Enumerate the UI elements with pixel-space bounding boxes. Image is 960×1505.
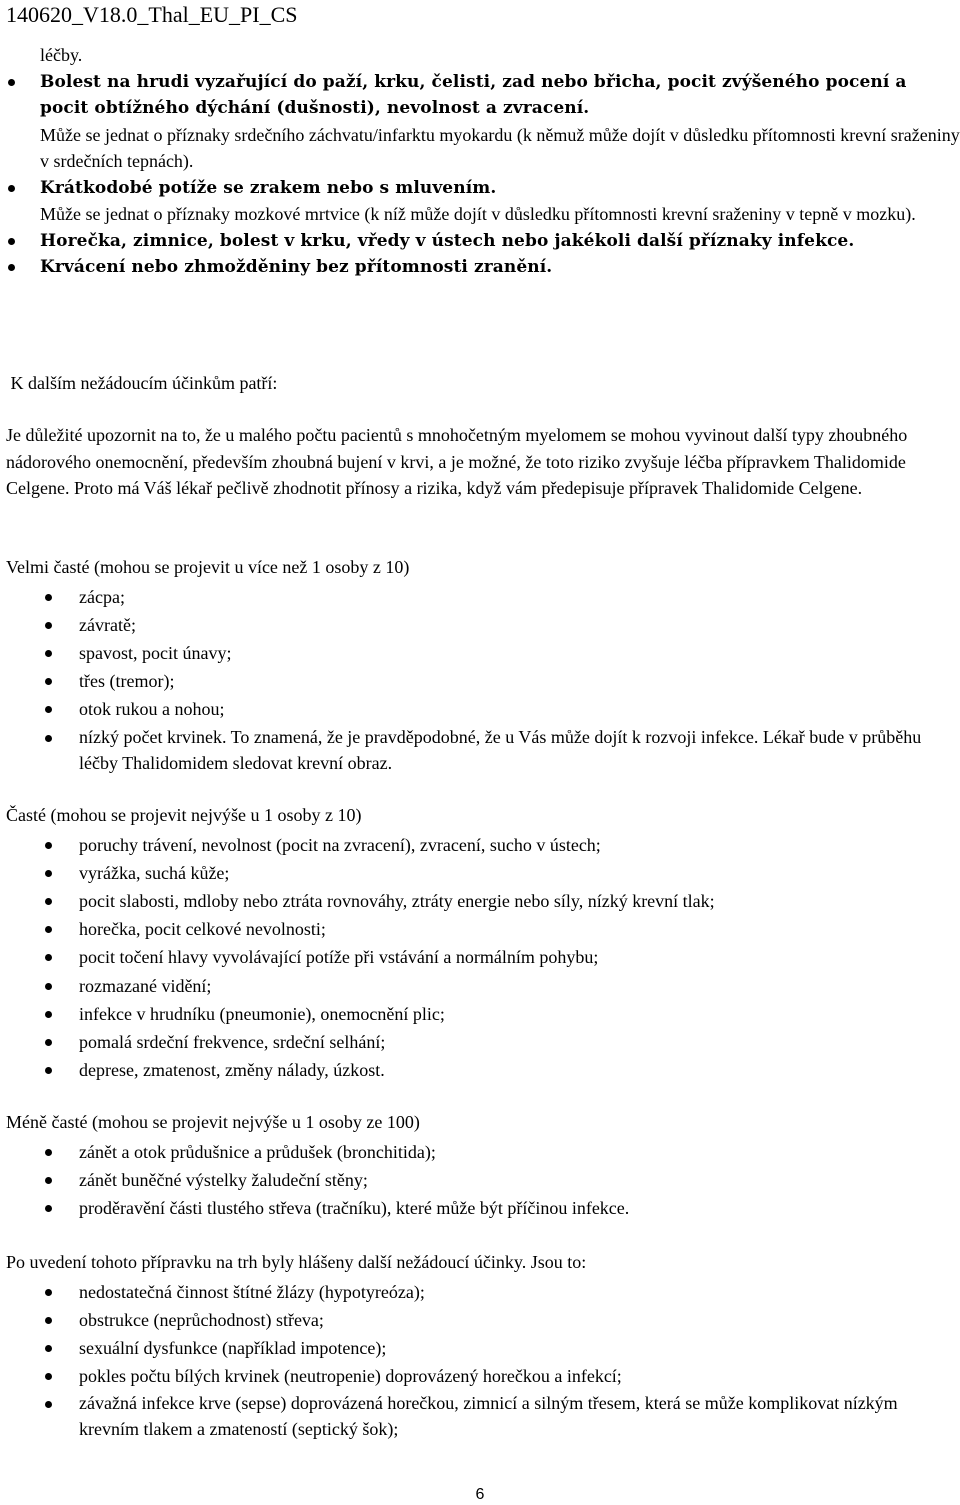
page-number: 6 xyxy=(475,1486,485,1503)
uncommon-list xyxy=(0,1138,960,1223)
common-heading: Časté (mohou se projevit nejvýše u 1 osoby z 10) xyxy=(6,805,362,825)
top-section xyxy=(0,42,960,281)
list-item xyxy=(40,254,960,281)
list-item: infekce v hrudníku (pneumonie), onemocnění plic; xyxy=(79,1000,960,1028)
list-item: obstrukce (neprůchodnost) střeva; xyxy=(79,1306,960,1334)
common-section xyxy=(0,802,960,1084)
list-item: nízký počet krvinek. To znamená, že je pravděpodobné, že u Vás může dojít k rozvoji infekce. Lékař bude v průběhu léčby Thalidomidem sledovat krevní obraz. xyxy=(79,724,960,776)
other-effects-section xyxy=(0,370,960,397)
list-item: pocit točení hlavy vyvolávající potíže při vstávání a normálním pohybu; xyxy=(79,943,960,971)
list-item xyxy=(40,175,960,228)
post-marketing-list xyxy=(0,1278,960,1443)
list-item xyxy=(40,69,960,175)
list-item: spavost, pocit únavy; xyxy=(79,639,960,667)
list-item: zácpa; xyxy=(79,583,960,611)
list-item: nedostatečná činnost štítné žlázy (hypotyreóza); xyxy=(79,1278,960,1306)
very-common-list xyxy=(0,583,960,776)
post-marketing-heading: Po uvedení tohoto přípravku na trh byly hlášeny další nežádoucí účinky. Jsou to: xyxy=(6,1252,587,1272)
item-title: Krátkodobé potíže se zrakem nebo s mluvením. xyxy=(40,177,497,198)
list-item: poruchy trávení, nevolnost (pocit na zvracení), zvracení, sucho v ústech; xyxy=(79,831,960,859)
list-item: otok rukou a nohou; xyxy=(79,695,960,723)
list-item: zánět buněčné výstelky žaludeční stěny; xyxy=(79,1166,960,1194)
list-item: zánět a otok průdušnice a průdušek (bronchitida); xyxy=(79,1138,960,1166)
post-marketing-section xyxy=(0,1249,960,1442)
list-item: horečka, pocit celkové nevolnosti; xyxy=(79,915,960,943)
item-title: Horečka, zimnice, bolest v krku, vředy v ústech nebo jakékoli další příznaky infekce. xyxy=(40,230,855,251)
warning-section xyxy=(0,422,960,502)
list-item: sexuální dysfunkce (například impotence); xyxy=(79,1334,960,1362)
other-effects-heading: K dalším nežádoucím účinkům patří: xyxy=(6,373,278,393)
item-title: Krvácení nebo zhmožděniny bez přítomnosti zranění. xyxy=(40,257,553,277)
very-common-heading: Velmi časté (mohou se projevit u více než 1 osoby z 10) xyxy=(6,557,410,577)
item-body: Může se jednat o příznaky mozkové mrtvice (k níž může dojít v důsledku přítomnosti krevní sraženiny v tepně v mozku). xyxy=(40,204,916,224)
list-item: třes (tremor); xyxy=(79,667,960,695)
list-item xyxy=(40,228,960,255)
list-item: pokles počtu bílých krvinek (neutropenie) doprovázený horečkou a infekcí; xyxy=(79,1362,960,1390)
list-item: vyrážka, suchá kůže; xyxy=(79,859,960,887)
top-fragment: léčby. xyxy=(40,45,83,65)
list-item: závažná infekce krve (sepse) doprovázená horečkou, zimnicí a silným třesem, která se může komplikovat nízkým krevním tlakem a zmateností (septický šok); xyxy=(79,1390,960,1442)
list-item: rozmazané vidění; xyxy=(79,972,960,1000)
item-body: Může se jednat o příznaky srdečního záchvatu/infarktu myokardu (k němuž může dojít v důsledku přítomnosti krevní sraženiny v srdečních tepnách). xyxy=(40,124,960,171)
list-item: deprese, zmatenost, změny nálady, úzkost. xyxy=(79,1056,960,1084)
list-item: pomalá srdeční frekvence, srdeční selhání; xyxy=(79,1028,960,1056)
warning-paragraph: Je důležité upozornit na to, že u malého počtu pacientů s mnohočetným myelomem se mohou vyvinout další typy zhoubného nádorového onemocnění, především zhoubná bujení v krvi, a je možné, že toto riziko zvyšuje léčba přípravkem Thalidomide Celgene. Proto má Váš lékař pečlivě zhodnotit přínosy a rizika, když vám předepisuje přípravek Thalidomide Celgene. xyxy=(6,425,908,498)
uncommon-heading: Méně časté (mohou se projevit nejvýše u 1 osoby ze 100) xyxy=(6,1112,420,1132)
common-list xyxy=(0,831,960,1085)
list-item: závratě; xyxy=(79,611,960,639)
item-title: Bolest na hrudi vyzařující do paží, krku, čelisti, zad nebo břicha, pocit zvýšeného pocení a pocit obtížného dýchání (dušnosti), nevolnost a zvracení. xyxy=(40,71,907,118)
list-item: proděravění části tlustého střeva (tračníku), které může být příčinou infekce. xyxy=(79,1194,960,1222)
serious-effects-list xyxy=(0,69,960,281)
uncommon-section xyxy=(0,1109,960,1222)
list-item: pocit slabosti, mdloby nebo ztráta rovnováhy, ztráty energie nebo síly, nízký krevní tlak; xyxy=(79,887,960,915)
very-common-section xyxy=(0,554,960,776)
document-header: 140620_V18.0_Thal_EU_PI_CS xyxy=(6,2,298,27)
